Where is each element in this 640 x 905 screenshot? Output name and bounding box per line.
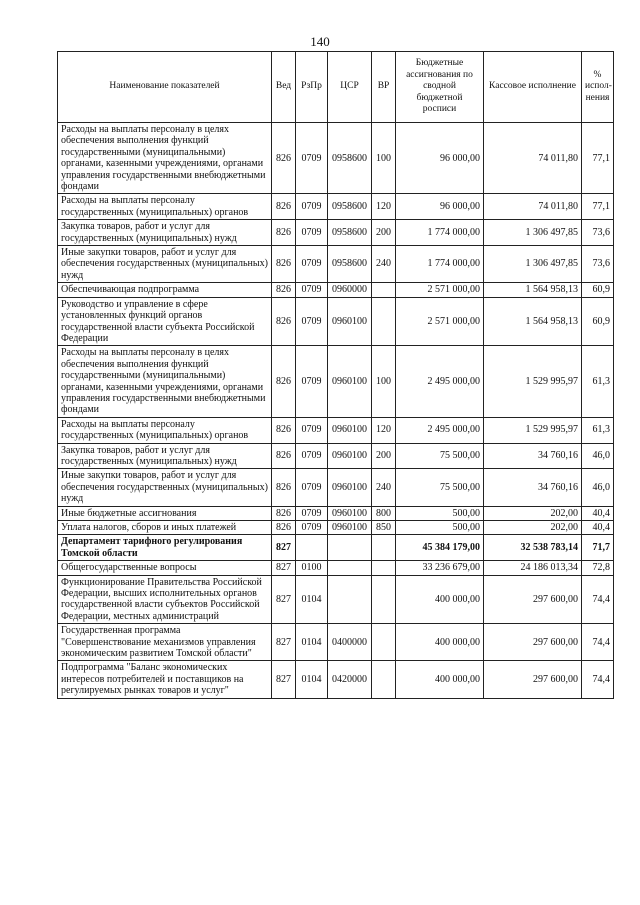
cell-pct: 61,3 — [582, 346, 614, 417]
cell-csr: 0960100 — [328, 443, 372, 469]
cell-rzpr: 0709 — [296, 443, 328, 469]
cell-cash: 32 538 783,14 — [484, 535, 582, 561]
cell-ved: 827 — [272, 661, 296, 698]
cell-ved: 826 — [272, 469, 296, 506]
cell-name: Обеспечивающая подпрограмма — [58, 283, 272, 297]
cell-name: Закупка товаров, работ и услуг для государственных (муниципальных) нужд — [58, 443, 272, 469]
cell-csr: 0958600 — [328, 194, 372, 220]
table-row — [58, 506, 614, 520]
table-row — [58, 246, 614, 283]
table-row — [58, 535, 614, 561]
cell-assign: 33 236 679,00 — [396, 561, 484, 575]
table-row — [58, 417, 614, 443]
header-pct: % испол-нения — [582, 52, 614, 123]
cell-rzpr: 0709 — [296, 417, 328, 443]
cell-ved: 826 — [272, 123, 296, 194]
cell-name: Функционирование Правительства Российской Федерации, высших исполнительных органов государственной власти субъектов Российской Федерации, местных администраций — [58, 575, 272, 624]
cell-assign: 1 774 000,00 — [396, 246, 484, 283]
cell-ved: 826 — [272, 506, 296, 520]
cell-rzpr: 0100 — [296, 561, 328, 575]
table-row — [58, 624, 614, 661]
cell-name: Иные закупки товаров, работ и услуг для обеспечения государственных (муниципальных) нужд — [58, 469, 272, 506]
table-header-row — [58, 52, 614, 123]
cell-csr: 0400000 — [328, 624, 372, 661]
cell-csr — [328, 575, 372, 624]
table-row — [58, 575, 614, 624]
cell-cash: 1 306 497,85 — [484, 246, 582, 283]
cell-vr: 100 — [372, 346, 396, 417]
cell-ved: 827 — [272, 561, 296, 575]
cell-name: Закупка товаров, работ и услуг для государственных (муниципальных) нужд — [58, 220, 272, 246]
cell-rzpr: 0709 — [296, 506, 328, 520]
cell-rzpr: 0709 — [296, 346, 328, 417]
table-row — [58, 346, 614, 417]
cell-pct: 73,6 — [582, 220, 614, 246]
cell-rzpr: 0709 — [296, 283, 328, 297]
cell-vr — [372, 661, 396, 698]
cell-rzpr: 0709 — [296, 123, 328, 194]
cell-pct: 46,0 — [582, 469, 614, 506]
table-row — [58, 443, 614, 469]
cell-rzpr: 0709 — [296, 246, 328, 283]
cell-assign: 400 000,00 — [396, 661, 484, 698]
cell-pct: 73,6 — [582, 246, 614, 283]
cell-assign: 96 000,00 — [396, 194, 484, 220]
cell-cash: 297 600,00 — [484, 575, 582, 624]
cell-csr: 0960100 — [328, 297, 372, 346]
cell-ved: 827 — [272, 575, 296, 624]
cell-name: Расходы на выплаты персоналу государственных (муниципальных) органов — [58, 194, 272, 220]
cell-vr: 200 — [372, 220, 396, 246]
cell-name: Расходы на выплаты персоналу в целях обеспечения выполнения функций государственными (муниципальными) органами, казенными учреждениями, органами управления государственными внебюджетными фондами — [58, 123, 272, 194]
cell-name: Подпрограмма "Баланс экономических интересов потребителей и поставщиков на регулируемых рынках товаров и услуг" — [58, 661, 272, 698]
cell-rzpr: 0709 — [296, 194, 328, 220]
cell-cash: 74 011,80 — [484, 123, 582, 194]
cell-vr: 200 — [372, 443, 396, 469]
cell-cash: 202,00 — [484, 521, 582, 535]
cell-ved: 826 — [272, 521, 296, 535]
cell-pct: 77,1 — [582, 123, 614, 194]
cell-assign: 500,00 — [396, 506, 484, 520]
cell-csr — [328, 535, 372, 561]
cell-assign: 1 774 000,00 — [396, 220, 484, 246]
cell-pct: 71,7 — [582, 535, 614, 561]
table-row — [58, 661, 614, 698]
cell-vr — [372, 624, 396, 661]
cell-cash: 297 600,00 — [484, 624, 582, 661]
cell-pct: 74,4 — [582, 624, 614, 661]
cell-name: Уплата налогов, сборов и иных платежей — [58, 521, 272, 535]
cell-ved: 826 — [272, 417, 296, 443]
cell-csr: 0958600 — [328, 220, 372, 246]
cell-ved: 826 — [272, 220, 296, 246]
cell-cash: 1 564 958,13 — [484, 297, 582, 346]
cell-pct: 74,4 — [582, 661, 614, 698]
cell-vr: 120 — [372, 417, 396, 443]
cell-assign: 400 000,00 — [396, 575, 484, 624]
cell-ved: 827 — [272, 535, 296, 561]
cell-vr: 850 — [372, 521, 396, 535]
header-csr: ЦСР — [328, 52, 372, 123]
cell-rzpr: 0104 — [296, 575, 328, 624]
table-row — [58, 561, 614, 575]
cell-csr: 0960100 — [328, 506, 372, 520]
cell-pct: 74,4 — [582, 575, 614, 624]
cell-name: Государственная программа "Совершенствование механизмов управления экономическим развитием Томской области" — [58, 624, 272, 661]
cell-vr: 120 — [372, 194, 396, 220]
cell-rzpr: 0709 — [296, 469, 328, 506]
cell-ved: 826 — [272, 443, 296, 469]
cell-pct: 72,8 — [582, 561, 614, 575]
cell-cash: 24 186 013,34 — [484, 561, 582, 575]
cell-ved: 826 — [272, 283, 296, 297]
page-number: 140 — [310, 34, 330, 49]
cell-assign: 500,00 — [396, 521, 484, 535]
cell-csr: 0960100 — [328, 469, 372, 506]
cell-cash: 34 760,16 — [484, 469, 582, 506]
cell-assign: 96 000,00 — [396, 123, 484, 194]
cell-vr: 800 — [372, 506, 396, 520]
cell-name: Иные бюджетные ассигнования — [58, 506, 272, 520]
cell-name: Департамент тарифного регулирования Томской области — [58, 535, 272, 561]
table-row — [58, 469, 614, 506]
cell-assign: 75 500,00 — [396, 469, 484, 506]
table-row — [58, 297, 614, 346]
cell-cash: 1 529 995,97 — [484, 417, 582, 443]
cell-csr — [328, 561, 372, 575]
cell-name: Иные закупки товаров, работ и услуг для обеспечения государственных (муниципальных) нужд — [58, 246, 272, 283]
cell-assign: 2 495 000,00 — [396, 346, 484, 417]
cell-csr: 0958600 — [328, 123, 372, 194]
cell-pct: 60,9 — [582, 283, 614, 297]
cell-assign: 2 571 000,00 — [396, 297, 484, 346]
cell-name: Расходы на выплаты персоналу в целях обеспечения выполнения функций государственными (муниципальными) органами, казенными учреждениями, органами управления государственными внебюджетными фондами — [58, 346, 272, 417]
cell-vr — [372, 297, 396, 346]
cell-ved: 826 — [272, 297, 296, 346]
cell-vr — [372, 575, 396, 624]
header-rzpr: РзПр — [296, 52, 328, 123]
cell-cash: 1 564 958,13 — [484, 283, 582, 297]
cell-assign: 2 495 000,00 — [396, 417, 484, 443]
cell-ved: 826 — [272, 246, 296, 283]
cell-pct: 46,0 — [582, 443, 614, 469]
cell-cash: 74 011,80 — [484, 194, 582, 220]
cell-cash: 297 600,00 — [484, 661, 582, 698]
cell-vr: 100 — [372, 123, 396, 194]
table-row — [58, 283, 614, 297]
table-row — [58, 220, 614, 246]
cell-assign: 45 384 179,00 — [396, 535, 484, 561]
cell-cash: 1 529 995,97 — [484, 346, 582, 417]
header-cash: Кассовое исполнение — [484, 52, 582, 123]
cell-ved: 826 — [272, 194, 296, 220]
cell-vr: 240 — [372, 469, 396, 506]
table-row — [58, 194, 614, 220]
budget-table — [57, 51, 614, 699]
cell-rzpr: 0709 — [296, 297, 328, 346]
table-row — [58, 521, 614, 535]
table-row — [58, 123, 614, 194]
cell-assign: 2 571 000,00 — [396, 283, 484, 297]
cell-csr: 0960000 — [328, 283, 372, 297]
cell-rzpr: 0104 — [296, 661, 328, 698]
cell-pct: 40,4 — [582, 506, 614, 520]
header-name: Наименование показателей — [58, 52, 272, 123]
cell-rzpr: 0104 — [296, 624, 328, 661]
cell-rzpr — [296, 535, 328, 561]
cell-pct: 61,3 — [582, 417, 614, 443]
header-vr: ВР — [372, 52, 396, 123]
cell-rzpr: 0709 — [296, 220, 328, 246]
cell-csr: 0960100 — [328, 346, 372, 417]
cell-pct: 77,1 — [582, 194, 614, 220]
cell-csr: 0958600 — [328, 246, 372, 283]
header-ved: Вед — [272, 52, 296, 123]
cell-vr — [372, 561, 396, 575]
cell-ved: 827 — [272, 624, 296, 661]
cell-csr: 0420000 — [328, 661, 372, 698]
cell-assign: 75 500,00 — [396, 443, 484, 469]
header-assign: Бюджетные ассигнования по сводной бюджетной росписи — [396, 52, 484, 123]
cell-csr: 0960100 — [328, 521, 372, 535]
cell-rzpr: 0709 — [296, 521, 328, 535]
cell-cash: 34 760,16 — [484, 443, 582, 469]
cell-name: Руководство и управление в сфере установленных функций органов государственной власти субъекта Российской Федерации — [58, 297, 272, 346]
cell-vr — [372, 283, 396, 297]
cell-vr: 240 — [372, 246, 396, 283]
cell-pct: 40,4 — [582, 521, 614, 535]
cell-name: Общегосударственные вопросы — [58, 561, 272, 575]
cell-vr — [372, 535, 396, 561]
cell-pct: 60,9 — [582, 297, 614, 346]
cell-name: Расходы на выплаты персоналу государственных (муниципальных) органов — [58, 417, 272, 443]
cell-csr: 0960100 — [328, 417, 372, 443]
cell-cash: 1 306 497,85 — [484, 220, 582, 246]
cell-ved: 826 — [272, 346, 296, 417]
cell-cash: 202,00 — [484, 506, 582, 520]
cell-assign: 400 000,00 — [396, 624, 484, 661]
